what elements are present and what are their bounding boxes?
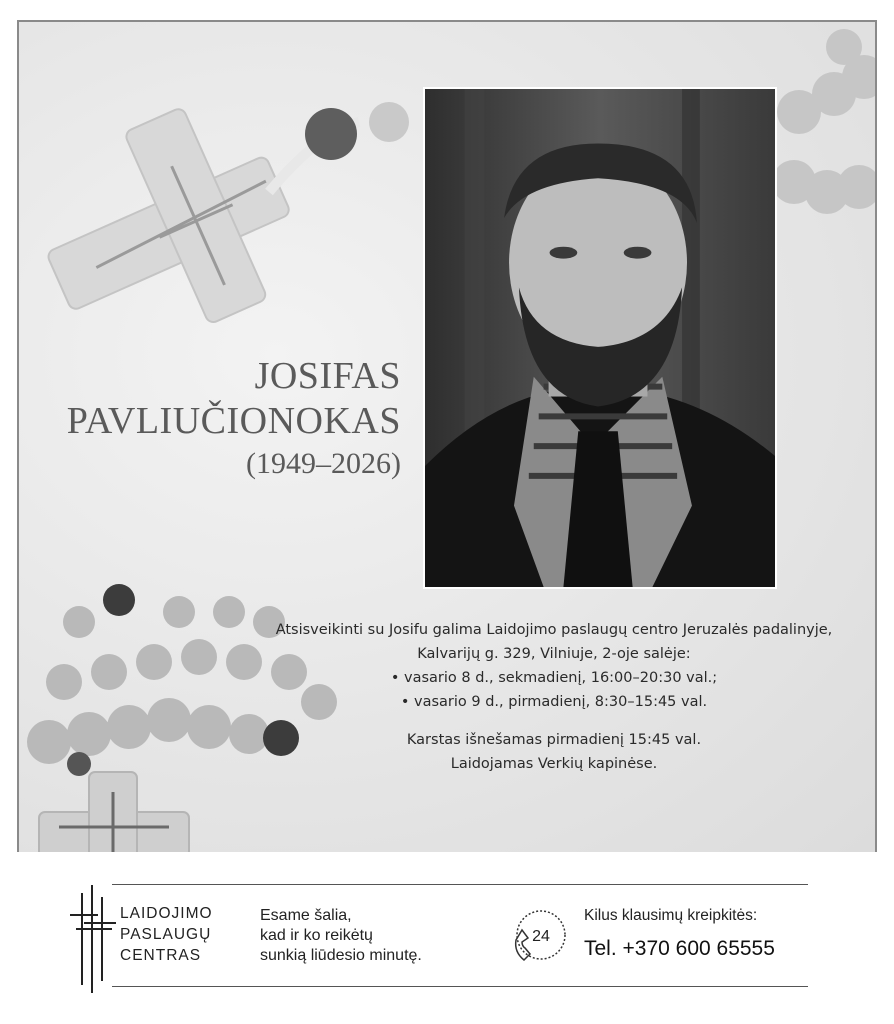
info-line: • vasario 9 d., pirmadienį, 8:30–15:45 val. bbox=[400, 694, 708, 710]
info-line: Atsisveikinti su Josifu galima Laidojimo paslaugų centro Jeruzalės padalinyje, bbox=[275, 622, 833, 638]
farewell-info bbox=[229, 618, 877, 776]
phone-badge-text: 24 bbox=[532, 928, 550, 945]
name-first: JOSIFAS bbox=[254, 355, 401, 397]
slogan-line: sunkią liūdesio minutę. bbox=[260, 947, 422, 964]
footer-divider-bottom bbox=[112, 986, 808, 987]
footer-divider-top bbox=[112, 884, 808, 885]
company-logo-text bbox=[120, 903, 213, 966]
slogan-line: Esame šalia, bbox=[260, 907, 352, 924]
portrait-photo bbox=[423, 87, 777, 589]
contact-phone[interactable]: Tel. +370 600 65555 bbox=[584, 937, 775, 960]
crucifix-icon bbox=[39, 772, 189, 852]
logo-line: CENTRAS bbox=[120, 947, 202, 964]
slogan-line: kad ir ko reikėtų bbox=[260, 927, 373, 944]
contact-label: Kilus klausimų kreipkitės: bbox=[584, 907, 758, 924]
name-last: PAVLIUČIONOKAS bbox=[66, 400, 401, 442]
slogan bbox=[260, 906, 422, 966]
life-dates: (1949–2026) bbox=[246, 447, 401, 480]
obituary-card bbox=[17, 20, 877, 852]
deceased-name-block bbox=[67, 354, 401, 484]
closing-line: Laidojamas Verkių kapinėse. bbox=[450, 756, 658, 772]
phone-24-icon bbox=[510, 908, 568, 966]
logo-line: PASLAUGŲ bbox=[120, 926, 212, 943]
closing-line: Karstas išnešamas pirmadienį 15:45 val. bbox=[406, 732, 702, 748]
triple-cross-logo-icon bbox=[68, 885, 118, 995]
rosary-cross-icon bbox=[19, 84, 319, 373]
info-line: Kalvarijų g. 329, Vilniuje, 2-oje salėje: bbox=[417, 646, 691, 662]
info-line: • vasario 8 d., sekmadienį, 16:00–20:30 val.; bbox=[390, 670, 718, 686]
logo-line: LAIDOJIMO bbox=[120, 905, 213, 922]
